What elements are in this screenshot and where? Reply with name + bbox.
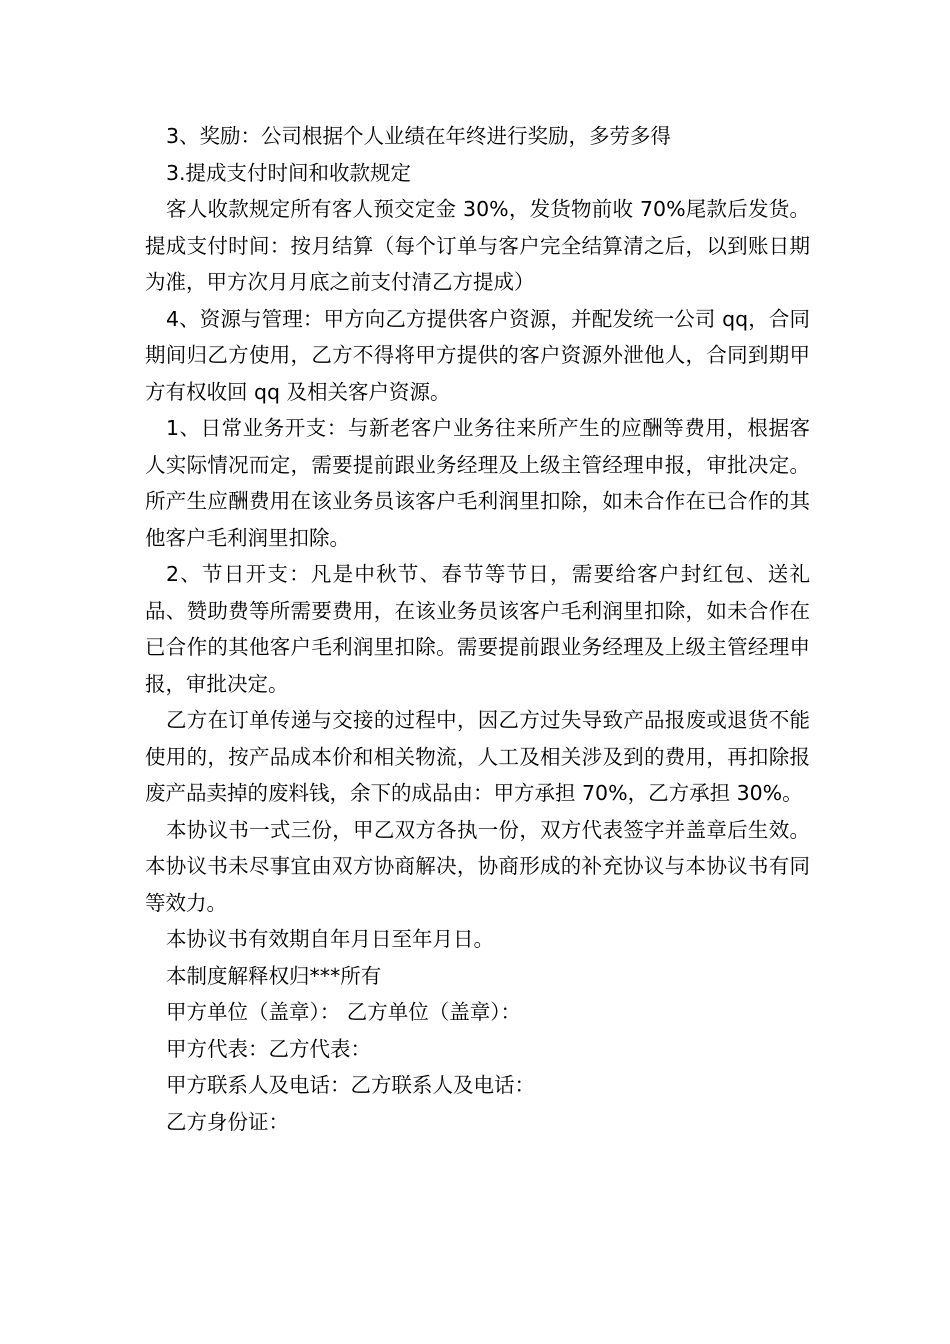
- document-body: [145, 118, 810, 1140]
- paragraph-daily-expenses: 1、日常业务开支：与新老客户业务往来所产生的应酬等费用，根据客人实际情况而定，需要提前跟业务经理及上级主管经理申报，审批决定。所产生应酬费用在该业务员该客户毛利润里扣除，如未合作在已合作的其他客户毛利润里扣除。: [145, 416, 810, 550]
- paragraph-copies: 本协议书一式三份，甲乙双方各执一份，双方代表签字并盖章后生效。本协议书未尽事宜由双方协商解决，协商形成的补充协议与本协议书有同等效力。: [145, 817, 810, 915]
- paragraph-payment-rules: 客人收款规定所有客人预交定金 30%，发货物前收 70%尾款后发货。提成支付时间：按月结算（每个订单与客户完全结算清之后，以到账日期为准，甲方次月月底之前支付清乙方提成）: [145, 197, 810, 294]
- paragraph-validity: 本协议书有效期自年月日至年月日。: [166, 927, 494, 951]
- signature-units: 甲方单位（盖章）： 乙方单位（盖章）：: [166, 1000, 522, 1024]
- paragraph-holiday-expenses: 2、节日开支：凡是中秋节、春节等节日，需要给客户封红包、送礼品、赞助费等所需要费用，在该业务员该客户毛利润里扣除，如未合作在已合作的其他客户毛利润里扣除。需要提前跟业务经理及上级主管经理申报，审批决定。: [145, 562, 810, 696]
- paragraph-reward: 3、奖励：公司根据个人业绩在年终进行奖励，多劳多得: [166, 124, 672, 148]
- paragraph-order-liability: 乙方在订单传递与交接的过程中，因乙方过失导致产品报废或退货不能使用的，按产品成本价和相关物流，人工及相关涉及到的费用，再扣除报废产品卖掉的废料钱，余下的成品由：甲方承担 70%，乙方承担 30%。: [145, 708, 810, 805]
- paragraph-commission-heading: 3.提成支付时间和收款规定: [166, 160, 412, 185]
- paragraph-interpretation: 本制度解释权归***所有: [166, 963, 382, 988]
- signature-representatives: 甲方代表：乙方代表：: [166, 1036, 371, 1061]
- paragraph-resources: 4、资源与管理：甲方向乙方提供客户资源，并配发统一公司 qq，合同期间归乙方使用，乙方不得将甲方提供的客户资源外泄他人，合同到期甲方有权收回 qq 及相关客户资源。: [145, 306, 810, 404]
- signature-id-card: 乙方身份证：: [166, 1109, 289, 1134]
- signature-contacts: 甲方联系人及电话：乙方联系人及电话：: [166, 1073, 535, 1097]
